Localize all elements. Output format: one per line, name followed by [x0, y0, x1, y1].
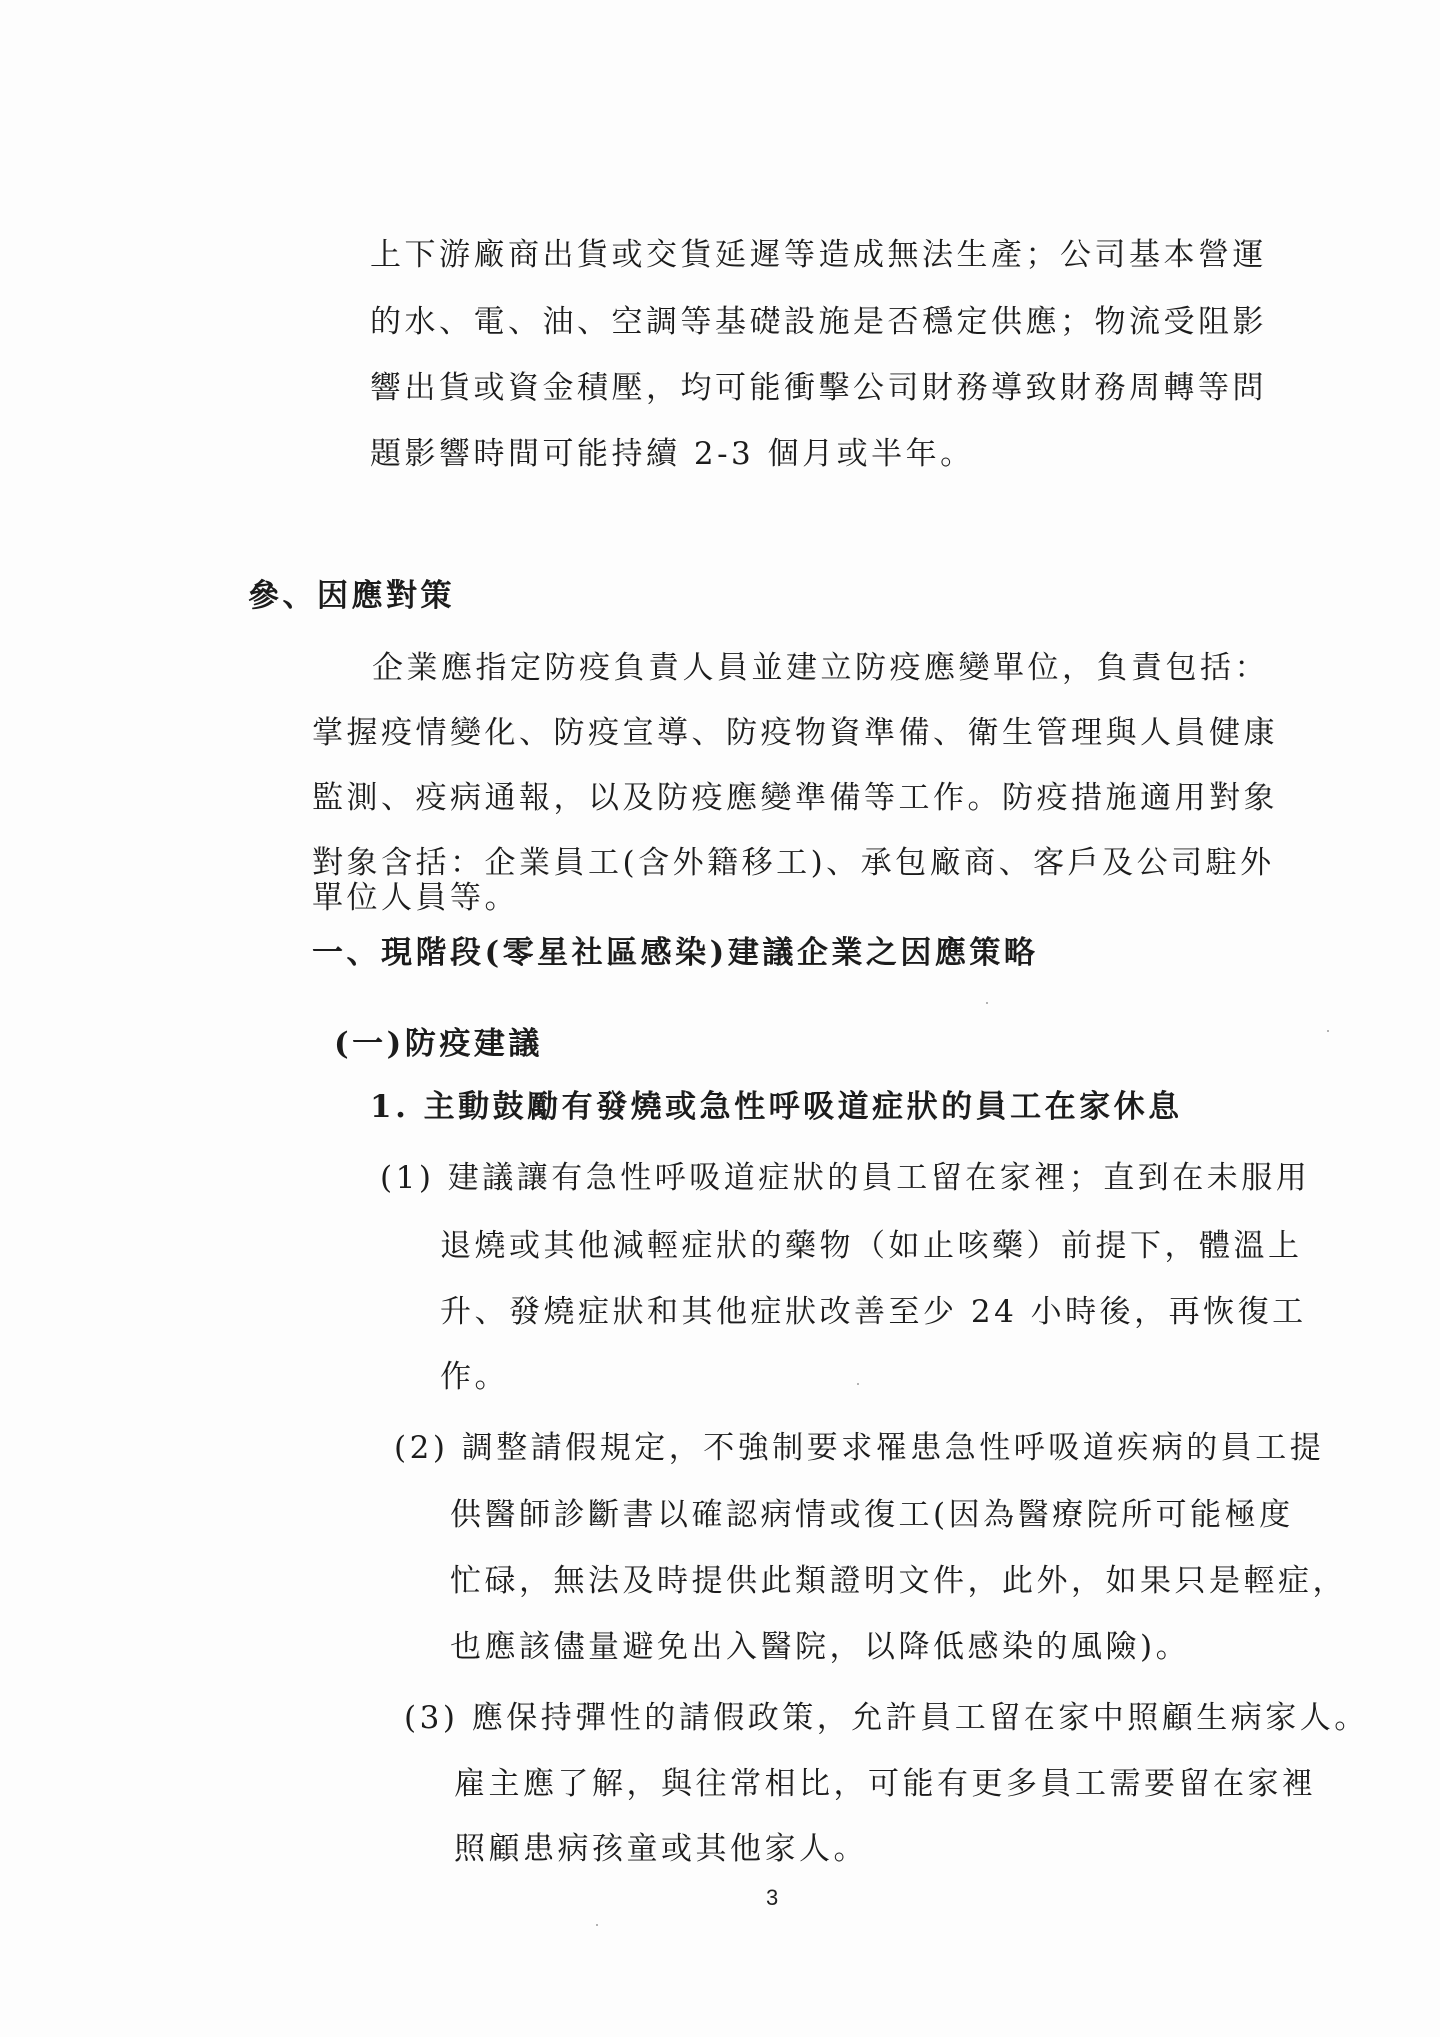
subitem-3-line-2: 雇主應了解，與往常相比，可能有更多員工需要留在家裡 [454, 1766, 1317, 1802]
subitem-3-line-3: 照顧患病孩童或其他家人。 [454, 1831, 868, 1867]
intro-line-4: 對象含括：企業員工(含外籍移工)、承包廠商、客戶及公司駐外 [312, 845, 1275, 881]
scan-speck [1327, 1030, 1329, 1032]
subitem-2-line-4: 也應該儘量避免出入醫院，以降低感染的風險)。 [450, 1629, 1191, 1665]
scan-speck [986, 1002, 988, 1004]
intro-line-3: 監測、疫病通報，以及防疫應變準備等工作。防疫措施適用對象 [312, 780, 1278, 816]
subitem-2-line-3: 忙碌，無法及時提供此類證明文件，此外，如果只是輕症， [450, 1563, 1347, 1599]
item-1-heading: 1. 主動鼓勵有發燒或急性呼吸道症狀的員工在家休息 [370, 1089, 1183, 1125]
subheading-strategy: 一、現階段(零星社區感染)建議企業之因應策略 [312, 935, 1039, 971]
page-number: 3 [766, 1885, 779, 1910]
subitem-2-line-1: (2) 調整請假規定，不強制要求罹患急性呼吸道疾病的員工提 [394, 1430, 1325, 1466]
continuation-line-4: 題影響時間可能持續 2-3 個月或半年。 [370, 436, 975, 472]
subitem-1-line-1: (1) 建議讓有急性呼吸道症狀的員工留在家裡；直到在未服用 [380, 1160, 1311, 1196]
subitem-2-line-2: 供醫師診斷書以確認病情或復工(因為醫療院所可能極度 [450, 1497, 1294, 1533]
subitem-1-line-4: 作。 [440, 1359, 509, 1395]
continuation-line-2: 的水、電、油、空調等基礎設施是否穩定供應；物流受阻影 [370, 304, 1267, 340]
section-heading: 參、因應對策 [248, 578, 455, 614]
intro-line-5: 單位人員等。 [312, 880, 519, 916]
scan-speck [857, 1383, 859, 1385]
intro-line-2: 掌握疫情變化、防疫宣導、防疫物資準備、衛生管理與人員健康 [312, 715, 1278, 751]
subitem-1-line-3: 升、發燒症狀和其他症狀改善至少 24 小時後，再恢復工 [440, 1294, 1307, 1330]
continuation-line-3: 響出貨或資金積壓，均可能衝擊公司財務導致財務周轉等問 [370, 370, 1267, 406]
continuation-line-1: 上下游廠商出貨或交貨延遲等造成無法生產；公司基本營運 [370, 237, 1267, 273]
scan-speck [596, 1924, 598, 1926]
subitem-1-line-2: 退燒或其他減輕症狀的藥物（如止咳藥）前提下，體溫上 [440, 1228, 1303, 1264]
intro-line-1: 企業應指定防疫負責人員並建立防疫應變單位，負責包括： [372, 650, 1269, 686]
subheading-prevention: (一)防疫建議 [334, 1026, 543, 1062]
subitem-3-line-1: (3) 應保持彈性的請假政策，允許員工留在家中照顧生病家人。 [404, 1700, 1369, 1736]
